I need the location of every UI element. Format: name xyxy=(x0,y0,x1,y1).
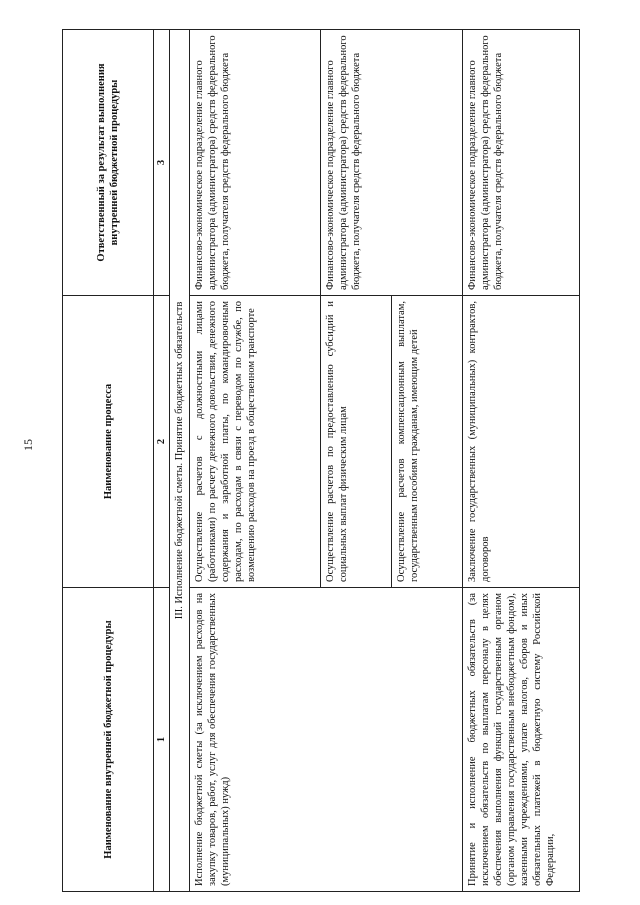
section-row xyxy=(170,30,190,892)
procedure-cell: Исполнение бюджетной сметы (за исключением расходов на закупку товаров, работ, услуг для обеспечения государственных (муниципальных) нужд) xyxy=(190,588,463,892)
column-number: 1 xyxy=(154,588,170,892)
process-cell: Осуществление расчетов по предоставлению субсидий и социальных выплат физическим лицам xyxy=(321,296,392,588)
header-row xyxy=(63,30,154,892)
process-cell: Заключение государственных (муниципальных) контрактов, договоров xyxy=(463,296,580,588)
process-cell: Осуществление расчетов компенсационным выплатам, государственным пособиям гражданам, имеющим детей xyxy=(392,296,463,588)
header-responsible: Ответственный за результат выполнения внутренней бюджетной процедуры xyxy=(63,30,154,296)
responsible-cell: Финансово-экономическое подразделение главного администратора (администратора) средств федерального бюджета, получателя средств федерального бюджета xyxy=(463,30,580,296)
responsible-cell: Финансово-экономическое подразделение главного администратора (администратора) средств федерального бюджета, получателя средств федерального бюджета xyxy=(321,30,463,296)
table-row xyxy=(190,30,321,892)
column-number: 2 xyxy=(154,296,170,588)
procedure-cell: Принятие и исполнение бюджетных обязательств (за исключением обязательств по выплатам персоналу в целях обеспечения выполнения функций государственным органом (органом управления государственным внебюджетным фондом), казенными учреждениями, уплате налогов, сборов и иных обязательных платежей в бюджетную систему Российской Федерации, xyxy=(463,588,580,892)
table-row xyxy=(463,30,580,892)
column-number-row xyxy=(154,30,170,892)
header-procedure: Наименование внутренней бюджетной процедуры xyxy=(63,588,154,892)
page-number: 15 xyxy=(21,439,35,451)
header-process: Наименование процесса xyxy=(63,296,154,588)
column-number: 3 xyxy=(154,30,170,296)
responsible-cell: Финансово-экономическое подразделение главного администратора (администратора) средств федерального бюджета, получателя средств федерального бюджета xyxy=(190,30,321,296)
budget-procedures-table xyxy=(62,29,580,892)
rotated-page-content xyxy=(62,30,556,892)
section-title: III. Исполнение бюджетной сметы. Принятие бюджетных обязательств xyxy=(170,30,190,892)
process-cell: Осуществление расчетов с должностными лицами (работниками) по расчету денежного довольствия, денежного содержания и заработной платы, по командировочным расходам, по расходам в связи с переводом по службе, по возмещению расходов на проезд в общественном транспорте xyxy=(190,296,321,588)
